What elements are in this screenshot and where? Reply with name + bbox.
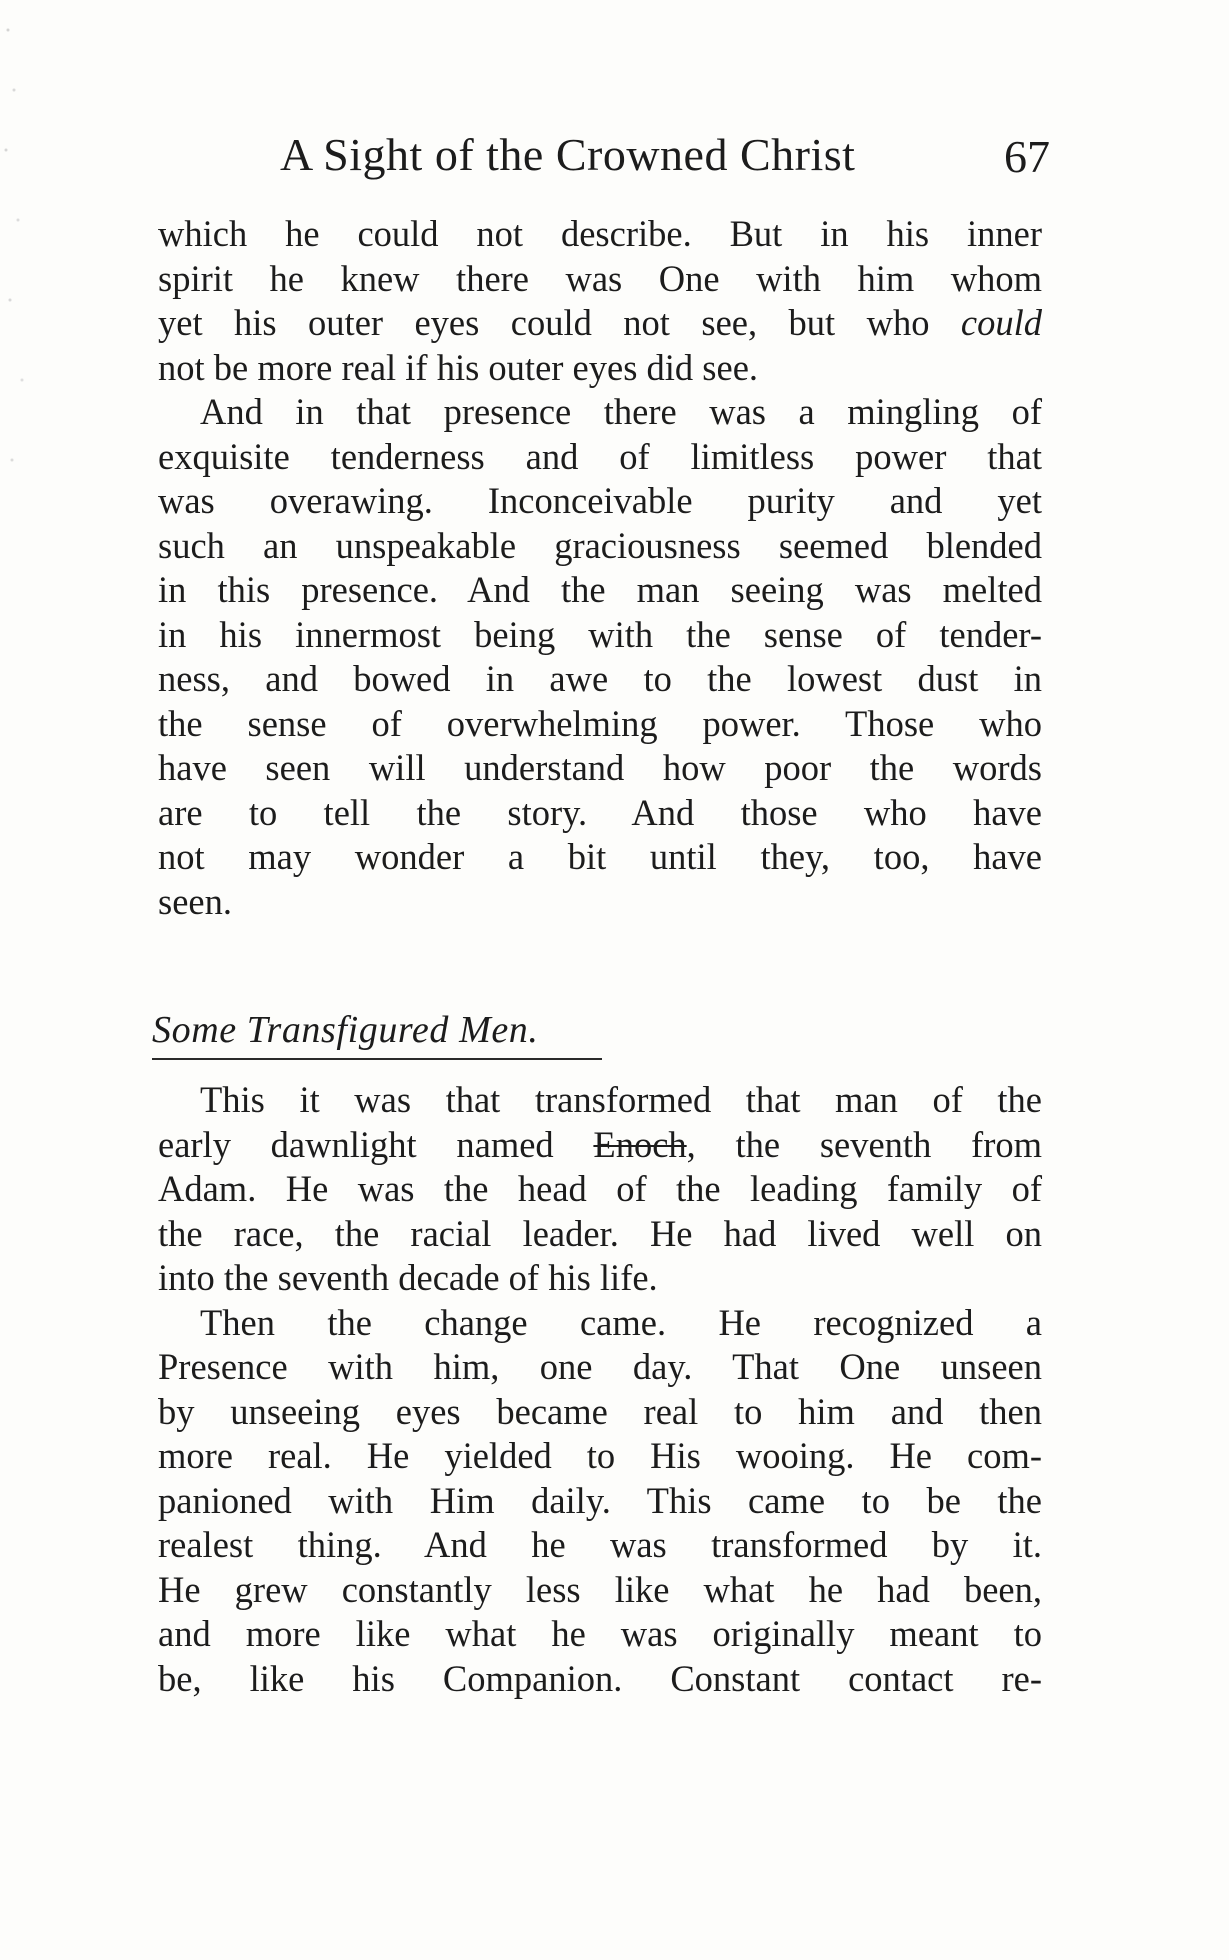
- text-run: yet his outer eyes could not see, but who: [158, 302, 961, 343]
- paragraph-line: seen.: [158, 880, 232, 922]
- paragraph-line: [158, 390, 1042, 435]
- paragraph-2: [158, 390, 1042, 924]
- paragraph-line: not be more real if his outer eyes did see.: [158, 346, 759, 388]
- section-heading: Some Transfigured Men.: [152, 1009, 539, 1051]
- text-run: Then the change came. He recognized a: [200, 1301, 1042, 1343]
- paragraph-line: which he could not describe. But in his inner: [158, 213, 1042, 254]
- paragraph-line: realest thing. And he was transformed by it.: [158, 1524, 1042, 1565]
- paragraph-line: was overawing. Inconceivable purity and yet: [158, 480, 1042, 521]
- paragraph-line: Presence with him, one day. That One unseen: [158, 1346, 1042, 1387]
- text-run: And in that presence there was a mingling of: [200, 391, 1042, 432]
- paragraph-line: be, like his Companion. Constant contact re-: [158, 1657, 1042, 1699]
- text-run: early dawnlight named: [158, 1123, 594, 1165]
- paragraph-line: [158, 301, 1042, 346]
- paragraph-1: [158, 212, 1042, 390]
- text-run: This it was that transformed that man of the: [200, 1079, 1042, 1120]
- section-heading-underline: [152, 1058, 602, 1060]
- paragraph-line: more real. He yielded to His wooing. He com-: [158, 1435, 1042, 1476]
- paragraph-line: such an unspeakable graciousness seemed blended: [158, 524, 1042, 566]
- paragraph-4: [158, 1301, 1042, 1702]
- paragraph-3: [158, 1078, 1042, 1301]
- paragraph-line: by unseeing eyes became real to him and then: [158, 1390, 1042, 1432]
- emphasized-word: could: [960, 302, 1042, 343]
- paragraph-line: [158, 1078, 1042, 1123]
- paragraph-line: panioned with Him daily. This came to be the: [158, 1479, 1042, 1521]
- paragraph-line: into the seventh decade of his life.: [158, 1257, 658, 1298]
- paragraph-line: and more like what he was originally meant to: [158, 1613, 1042, 1654]
- paragraph-line: the race, the racial leader. He had lived well on: [158, 1212, 1042, 1254]
- paragraph-line: Adam. He was the head of the leading family of: [158, 1168, 1042, 1209]
- paragraph-line: not may wonder a bit until they, too, have: [158, 836, 1042, 877]
- paragraph-line: [158, 1301, 1042, 1346]
- struck-through-word: Enoch: [593, 1123, 687, 1165]
- paragraph-line: in his innermost being with the sense of tender-: [158, 613, 1042, 655]
- text-block-upper: [158, 212, 1042, 924]
- paragraph-line: He grew constantly less like what he had been,: [158, 1568, 1042, 1610]
- running-head: [280, 128, 1050, 188]
- paragraph-line: [158, 1123, 1042, 1168]
- paragraph-line: have seen will understand how poor the words: [158, 747, 1042, 788]
- paragraph-line: in this presence. And the man seeing was melted: [158, 569, 1042, 610]
- text-block-lower: [158, 1078, 1042, 1701]
- running-head-title: A Sight of the Crowned Christ: [280, 129, 856, 180]
- paragraph-line: ness, and bowed in awe to the lowest dust in: [158, 658, 1042, 699]
- paragraph-line: are to tell the story. And those who have: [158, 791, 1042, 833]
- paragraph-line: the sense of overwhelming power. Those who: [158, 702, 1042, 744]
- page-edge-speckle: [0, 0, 40, 520]
- paragraph-line: exquisite tenderness and of limitless power that: [158, 435, 1042, 477]
- paragraph-line: spirit he knew there was One with him whom: [158, 257, 1042, 299]
- page-number: 67: [1004, 131, 1050, 182]
- text-run: , the seventh from: [686, 1123, 1042, 1165]
